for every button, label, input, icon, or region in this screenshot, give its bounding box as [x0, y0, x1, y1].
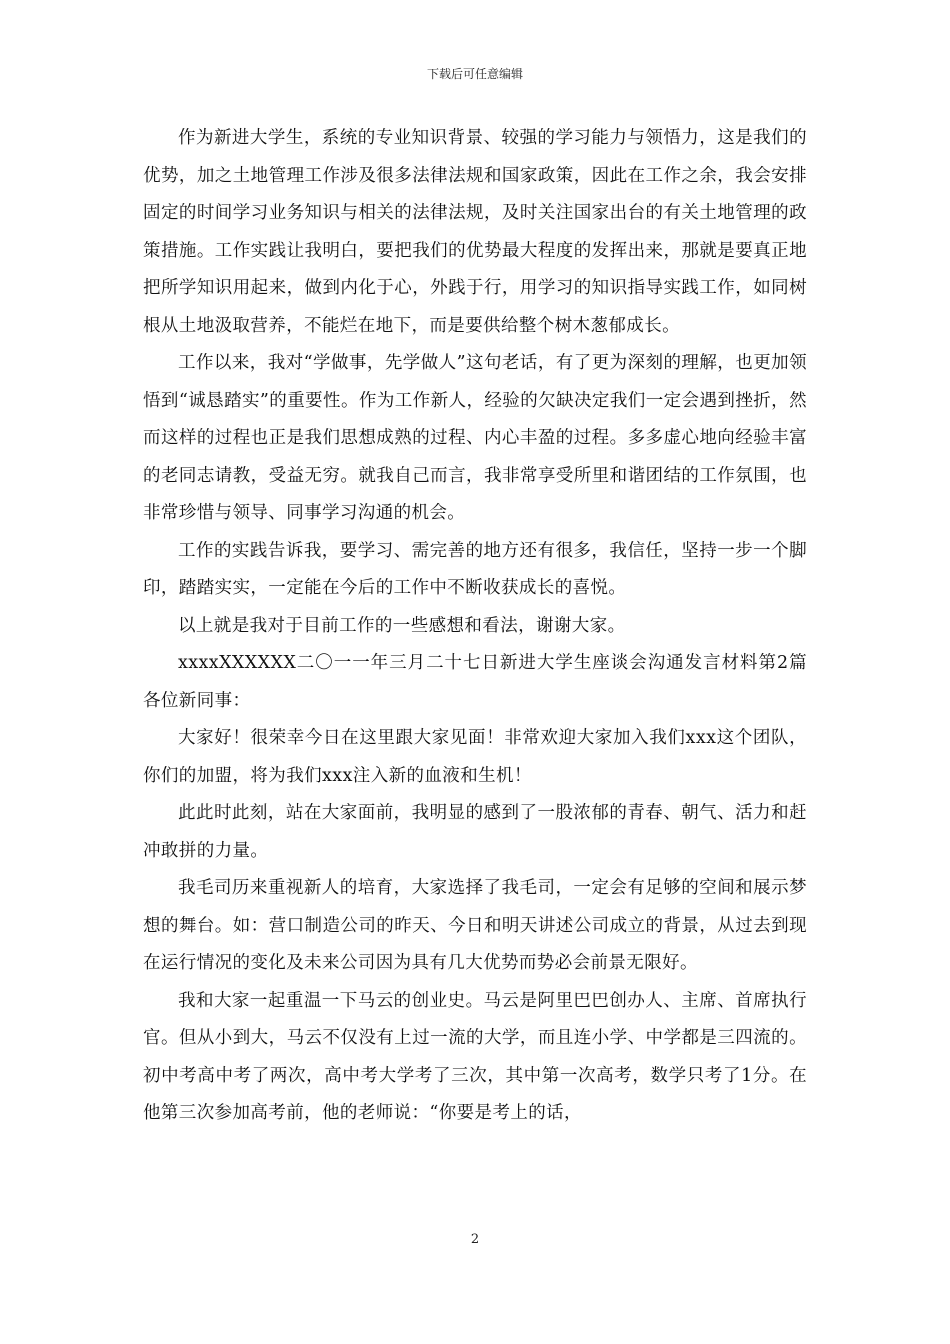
- body-paragraph: 我和大家一起重温一下马云的创业史。马云是阿里巴巴创办人、主席、首席执行官。但从小到大，马云不仅没有上过一流的大学，而且连小学、中学都是三四流的。初中考高中考了两次，高中考大学考了三次，其中第一次高考，数学只考了1分。在他第三次参加高考前，他的老师说：“你要是考上的话，: [143, 990, 807, 1123]
- body-paragraph: xxxxXXXXXX二〇一一年三月二十七日新进大学生座谈会沟通发言材料第2篇各位新同事：: [143, 653, 807, 711]
- body-paragraph: 此此时此刻，站在大家面前，我明显的感到了一股浓郁的青春、朝气、活力和赶冲敢拼的力量。: [143, 803, 807, 861]
- body-paragraph: 工作的实践告诉我，要学习、需完善的地方还有很多，我信任，坚持一步一个脚印，踏踏实实，一定能在今后的工作中不断收获成长的喜悦。: [143, 540, 807, 598]
- page-header: 下载后可任意编辑: [426, 67, 523, 81]
- body-paragraph: 我毛司历来重视新人的培育，大家选择了我毛司，一定会有足够的空间和展示梦想的舞台。如：营口制造公司的昨天、今日和明天讲述公司成立的背景，从过去到现在运行情况的变化及未来公司因为具有几大优势而势必会前景无限好。: [143, 878, 807, 973]
- page-number: 2: [470, 1232, 480, 1247]
- document-body: [143, 120, 807, 1133]
- body-paragraph: 大家好！很荣幸今日在这里跟大家见面！非常欢迎大家加入我们xxx这个团队，你们的加盟，将为我们xxx注入新的血液和生机！: [143, 728, 807, 786]
- body-paragraph: 作为新进大学生，系统的专业知识背景、较强的学习能力与领悟力，这是我们的优势，加之土地管理工作涉及很多法律法规和国家政策，因此在工作之余，我会安排固定的时间学习业务知识与相关的法律法规，及时关注国家出台的有关土地管理的政策措施。工作实践让我明白，要把我们的优势最大程度的发挥出来，那就是要真正地把所学知识用起来，做到内化于心，外践于行，用学习的知识指导实践工作，如同树根从土地汲取营养，不能烂在地下，而是要供给整个树木葱郁成长。: [143, 128, 807, 336]
- body-paragraph: 以上就是我对于目前工作的一些感想和看法，谢谢大家。: [178, 615, 626, 636]
- body-paragraph: 工作以来，我对“学做事，先学做人”这句老话，有了更为深刻的理解，也更加领悟到“诚恳踏实”的重要性。作为工作新人，经验的欠缺决定我们一定会遇到挫折，然而这样的过程也正是我们思想成熟的过程、内心丰盈的过程。多多虚心地向经验丰富的老同志请教，受益无穷。就我自己而言，我非常享受所里和谐团结的工作氛围，也非常珍惜与领导、同事学习沟通的机会。: [143, 353, 807, 523]
